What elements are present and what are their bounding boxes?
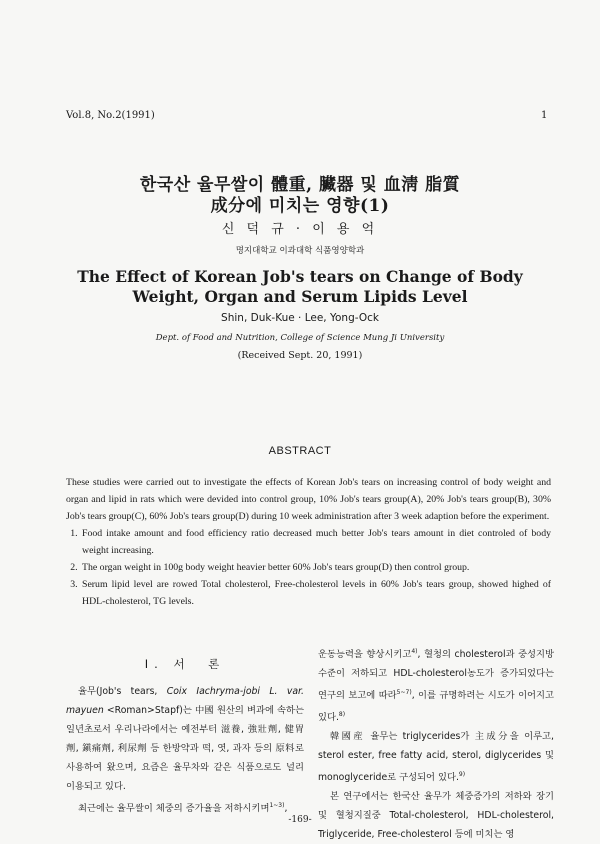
page-number-header: 1 [541, 110, 548, 121]
species-name: Coix Iachryma-jobi L. var. mayuen [66, 686, 304, 716]
abstract-finding-item: 2. The organ weight in 100g body weight heavier better 60% Job's tears group(D) then control group. [80, 559, 551, 576]
intro-paragraph-2: 최근에는 율무쌀이 체중의 증가율을 저하시키며$^{1\sim 3)}$, [78, 802, 288, 815]
right-column-text [318, 642, 554, 844]
abstract-finding-item: 1. Food intake amount and food efficiency ratio decreased much better Job's tears amount in diet controled of body weight increasing. [80, 525, 551, 559]
korean-affiliation: 명지대학교 이과대학 식품영양학과 [235, 246, 365, 256]
korean-authors: 신 덕 규 · 이 용 억 [221, 222, 379, 237]
abstract-findings-list [66, 525, 551, 610]
left-column-text [66, 682, 304, 818]
received-date: (Received Sept. 20, 1991) [237, 350, 363, 361]
footer-page-number: -169- [288, 815, 312, 825]
citation: 1~3) [269, 802, 285, 809]
abstract-finding-item: 3. Serum lipid level are rowed Total cholesterol, Free-cholesterol levels in 60% Job's tears group, showed highed of HDL-cholesterol, TG levels. [80, 576, 551, 610]
citation: 4) [411, 648, 418, 655]
intro-paragraph-2-cont: 운동능력을 향상시키고$^{4)}$, 혈청의 cholesterol과 중성지방 수준이 저하되고 HDL-cholesterol농도가 증가되었다는 연구의 보고에 따라$^{5\sim 7)}$, 이를 규명하려는 시도가 이어지고 있다.$^{8)}$ [318, 648, 554, 724]
english-title-line1: The Effect of Korean Job's tears on Change of Body [77, 267, 523, 286]
volume-header: Vol.8, No.2(1991) [66, 110, 155, 121]
english-authors: Shin, Duk-Kue · Lee, Yong-Ock [221, 312, 379, 324]
citation: 5~7) [396, 689, 412, 697]
intro-paragraph-3: 韓國産 율무는 triglycerides가 主成分을 이루고, sterol ester, free fatty acid, sterol, diglycerides 및 monoglyceride로 구성되어 있다.$^{9)}$ [318, 731, 554, 784]
introduction-heading: I. 서 론 [144, 657, 226, 671]
abstract-intro: These studies were carried out to investigate the effects of Korean Job's tears on increasing control of body weight and organ and lipid in rats which were devided into control group, 10% Job's tears group(A), 20% Job's tears group(B), 30% Job's tears group(C), 60% Job's tears group(D) during 10 week administration after 3 week adaption before the experiment. [66, 477, 551, 522]
intro-paragraph-4: 본 연구에서는 한국산 율무가 체중증가의 저하와 장기 및 혈청지질중 Total-cholesterol, HDL-cholesterol, Triglyceride, Free-cholesterol 등에 미치는 영 [318, 791, 554, 841]
citation: 8) [338, 711, 346, 719]
abstract-body [66, 474, 551, 610]
korean-title-line1: 한국산 율무쌀이 體重, 臟器 및 血淸 脂質 [139, 175, 461, 195]
abstract-heading: ABSTRACT [268, 445, 332, 457]
citation: 9) [458, 771, 466, 779]
intro-paragraph-1: 율무(Job's tears, Coix Iachryma-jobi L. var. mayuen <Roman>Stapf)는 中國 원산의 벼과에 속하는 일년초로서 우리나라에서는 예전부터 滋養, 強壯劑, 健胃劑, 鎭痛劑, 利尿劑 등 한방약과 떡, 엿, 과자 등의 原料로 사용하여 왔으며, 요즘은 율무차와 같은 식품으로도 널리 이용되고 있다. [66, 686, 304, 792]
korean-title-line2: 成分에 미치는 영향(1) [210, 196, 390, 216]
english-affiliation: Dept. of Food and Nutrition, College of Science Mung Ji University [155, 333, 445, 343]
english-title-line2: Weight, Organ and Serum Lipids Level [132, 287, 468, 306]
